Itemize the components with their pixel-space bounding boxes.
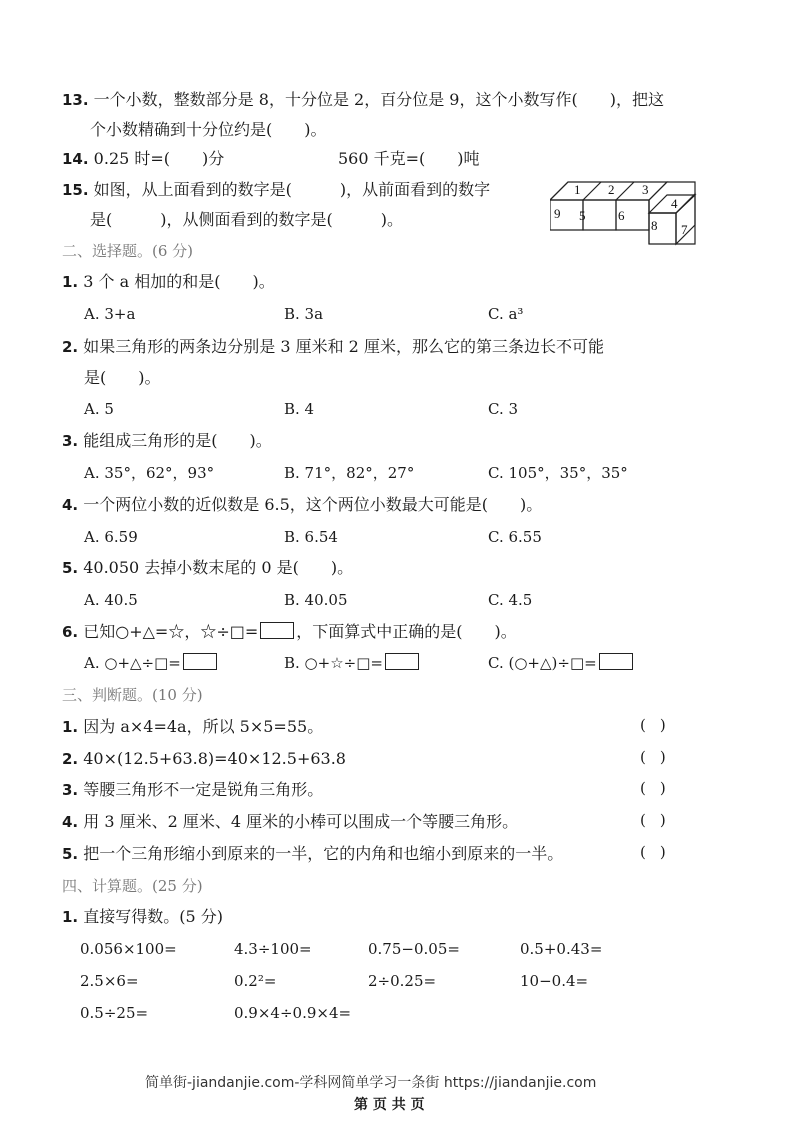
mc-question-6 bbox=[62, 621, 517, 643]
calc-item: 0.5÷25= bbox=[80, 1004, 149, 1022]
question-number: 3. bbox=[62, 432, 79, 450]
question-number: 3. bbox=[62, 781, 79, 799]
mc-question-2-line2 bbox=[84, 367, 161, 389]
question-number: 14. bbox=[62, 150, 89, 168]
option-b: B. 71°，82°，27° bbox=[284, 464, 415, 482]
option-b bbox=[284, 652, 421, 674]
tf-question-5 bbox=[62, 843, 563, 865]
tf-question-1 bbox=[62, 716, 323, 738]
option-c: C. a³ bbox=[488, 305, 524, 323]
question-text: 等腰三角形不一定是锐角三角形。 bbox=[83, 780, 324, 799]
question-14 bbox=[62, 148, 224, 170]
section-title-choice: 二、选择题。(6 分) bbox=[62, 242, 194, 260]
calc-item: 2.5×6= bbox=[80, 972, 139, 990]
question-text: 一个小数，整数部分是 8，十分位是 2，百分位是 9，这个小数写作( )，把这 bbox=[93, 90, 664, 109]
question-stem: 3 个 a 相加的和是( )。 bbox=[83, 272, 275, 291]
mc-question-4 bbox=[62, 494, 542, 516]
question-stem: 已知○+△=☆，☆÷□= bbox=[83, 622, 259, 641]
option-c-text: C. (○+△)÷□= bbox=[488, 654, 597, 672]
question-title: 直接写得数。(5 分) bbox=[83, 907, 223, 926]
option-b-text: B. ○+☆÷□= bbox=[284, 654, 383, 672]
question-text: 因为 a×4=4a，所以 5×5=55。 bbox=[83, 717, 324, 736]
question-number: 5. bbox=[62, 845, 79, 863]
question-number: 13. bbox=[62, 91, 89, 109]
question-stem: ，下面算式中正确的是( )。 bbox=[296, 622, 517, 641]
cube-top-1: 1 bbox=[574, 182, 581, 197]
answer-parentheses: () bbox=[640, 779, 680, 797]
footer-text: 简单街-jiandanjie.com-学科网简单学习一条街 https://jiandanjie.com bbox=[145, 1075, 597, 1091]
calc-question-1 bbox=[62, 906, 223, 928]
option-b: B. 4 bbox=[284, 400, 315, 418]
question-number: 1. bbox=[62, 273, 79, 291]
blank-box bbox=[183, 653, 217, 670]
tf-question-3 bbox=[62, 779, 323, 801]
answer-parentheses: () bbox=[640, 843, 680, 861]
calc-item: 0.056×100= bbox=[80, 940, 177, 958]
question-text: 如图，从上面看到的数字是( )，从前面看到的数字 bbox=[93, 180, 491, 199]
answer-parentheses: () bbox=[640, 811, 680, 829]
blank-box bbox=[260, 622, 294, 639]
cube-front-5: 5 bbox=[579, 208, 586, 223]
option-a: A. 35°，62°，93° bbox=[84, 464, 215, 482]
option-a: A. 40.5 bbox=[84, 591, 138, 609]
question-stem: 一个两位小数的近似数是 6.5，这个两位小数最大可能是( )。 bbox=[83, 495, 543, 514]
question-number: 5. bbox=[62, 559, 79, 577]
option-b: B. 3a bbox=[284, 305, 324, 323]
answer-parentheses: () bbox=[640, 716, 680, 734]
option-b: B. 6.54 bbox=[284, 528, 338, 546]
mc-question-2-line1 bbox=[62, 336, 604, 358]
option-c: C. 3 bbox=[488, 400, 519, 418]
question-number: 4. bbox=[62, 813, 79, 831]
option-c bbox=[488, 652, 635, 674]
question-stem: 是( )。 bbox=[84, 368, 161, 387]
calc-item: 0.5+0.43= bbox=[520, 940, 603, 958]
answer-parentheses: () bbox=[640, 748, 680, 766]
calc-item: 0.9×4÷0.9×4= bbox=[234, 1004, 352, 1022]
calc-item: 10−0.4= bbox=[520, 972, 589, 990]
calc-item: 0.75−0.05= bbox=[368, 940, 460, 958]
option-a: A. 3+a bbox=[84, 305, 136, 323]
cube-front-6: 6 bbox=[618, 208, 625, 223]
question-number: 2. bbox=[62, 750, 79, 768]
question-number: 1. bbox=[62, 908, 79, 926]
question-text: 40×(12.5+63.8)=40×12.5+63.8 bbox=[83, 749, 346, 768]
section-title-calculation: 四、计算题。(25 分) bbox=[62, 877, 203, 895]
question-number: 2. bbox=[62, 338, 79, 356]
cube-top-4: 4 bbox=[671, 196, 678, 211]
question-text: 用 3 厘米、2 厘米、4 厘米的小棒可以围成一个等腰三角形。 bbox=[83, 812, 519, 831]
mc-question-3 bbox=[62, 430, 272, 452]
blank-box bbox=[599, 653, 633, 670]
question-stem: 如果三角形的两条边分别是 3 厘米和 2 厘米，那么它的第三条边长不可能 bbox=[83, 337, 604, 356]
question-text: 是( )，从侧面看到的数字是( )。 bbox=[90, 210, 403, 229]
option-a: A. 5 bbox=[84, 400, 114, 418]
question-stem: 40.050 去掉小数末尾的 0 是( )。 bbox=[83, 558, 354, 577]
calc-item: 2÷0.25= bbox=[368, 972, 437, 990]
tf-question-4 bbox=[62, 811, 518, 833]
calc-item: 0.2²= bbox=[234, 972, 277, 990]
question-stem: 能组成三角形的是( )。 bbox=[83, 431, 272, 450]
question-15-line2 bbox=[90, 209, 403, 231]
question-13-line1 bbox=[62, 89, 664, 111]
question-15-line1 bbox=[62, 179, 490, 201]
option-a bbox=[84, 652, 219, 674]
page-number: 第 页 共 页 bbox=[354, 1097, 425, 1113]
blank-box bbox=[385, 653, 419, 670]
option-a-text: A. ○+△÷□= bbox=[84, 654, 181, 672]
cube-top-3: 3 bbox=[642, 182, 649, 197]
question-number: 4. bbox=[62, 496, 79, 514]
cube-front-8: 8 bbox=[651, 218, 658, 233]
section-title-true-false: 三、判断题。(10 分) bbox=[62, 686, 203, 704]
cube-figure bbox=[550, 180, 700, 246]
question-number: 1. bbox=[62, 718, 79, 736]
tf-question-2 bbox=[62, 748, 346, 770]
mc-question-1 bbox=[62, 271, 275, 293]
question-text: 个小数精确到十分位约是( )。 bbox=[90, 120, 327, 139]
option-c: C. 105°，35°，35° bbox=[488, 464, 628, 482]
cube-front-9: 9 bbox=[554, 206, 561, 221]
question-number: 15. bbox=[62, 181, 89, 199]
question-text: 把一个三角形缩小到原来的一半，它的内角和也缩小到原来的一半。 bbox=[83, 844, 564, 863]
option-c: C. 6.55 bbox=[488, 528, 542, 546]
question-text-part2: 560 千克=( )吨 bbox=[338, 149, 480, 168]
question-text-part1: 0.25 时=( )分 bbox=[93, 149, 225, 168]
question-number: 6. bbox=[62, 623, 79, 641]
option-c: C. 4.5 bbox=[488, 591, 533, 609]
question-13-line2 bbox=[90, 119, 327, 141]
cube-front-7: 7 bbox=[681, 222, 688, 237]
option-a: A. 6.59 bbox=[84, 528, 138, 546]
cube-top-2: 2 bbox=[608, 182, 615, 197]
mc-question-5 bbox=[62, 557, 353, 579]
option-b: B. 40.05 bbox=[284, 591, 348, 609]
question-14-part2 bbox=[338, 148, 480, 170]
calc-item: 4.3÷100= bbox=[234, 940, 312, 958]
